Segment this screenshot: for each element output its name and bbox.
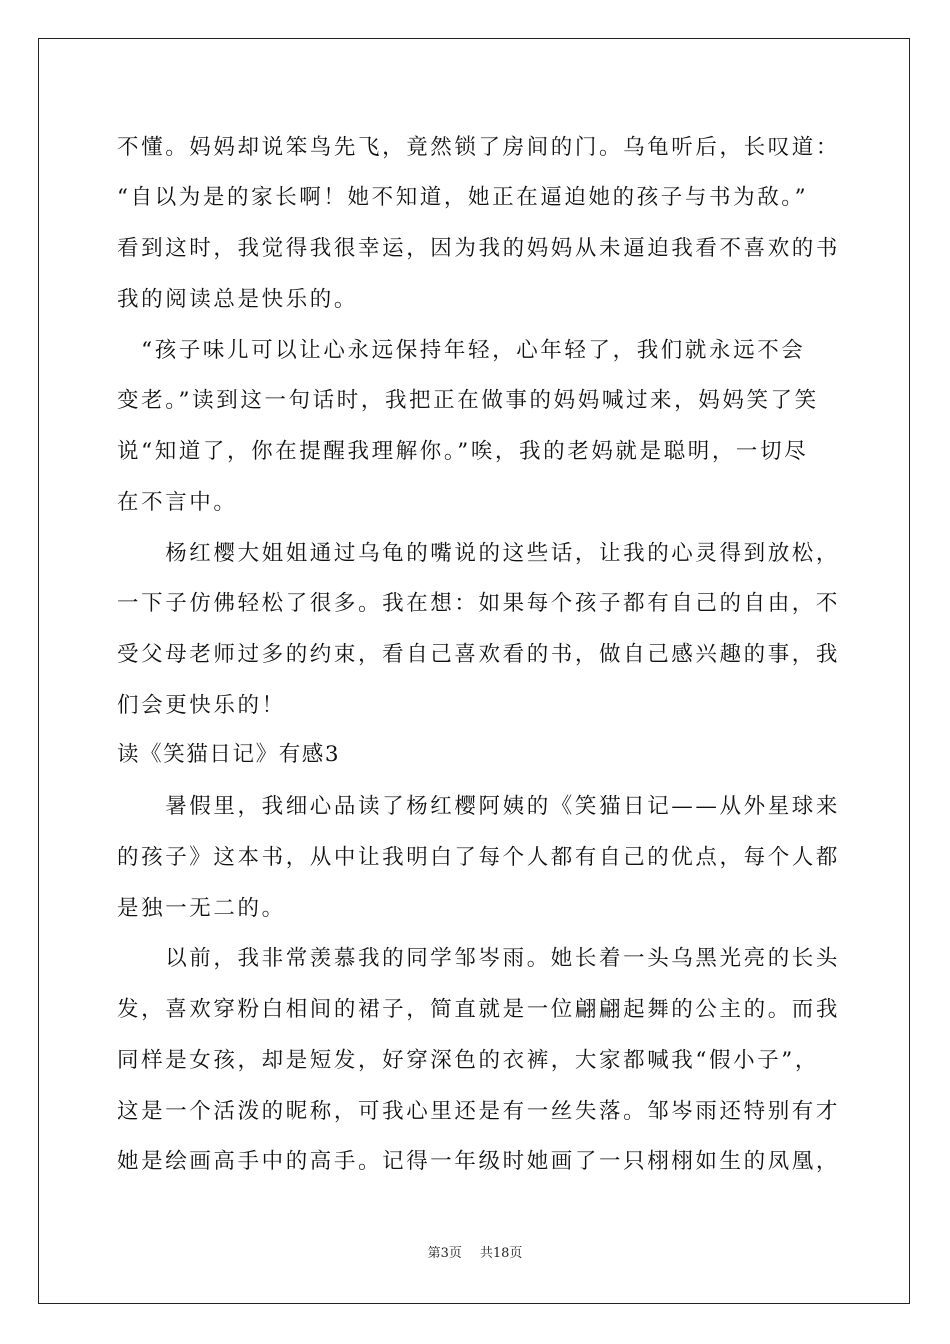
text-line: 看到这时，我觉得我很幸运，因为我的妈妈从未逼迫我看不喜欢的书 (117, 236, 841, 261)
text-line: 一下子仿佛轻松了很多。我在想：如果每个孩子都有自己的自由，不 (117, 591, 841, 616)
text-line: 变老。”读到这一句话时，我把正在做事的妈妈喊过来，妈妈笑了笑 (117, 388, 819, 413)
text-line: 这是一个活泼的昵称，可我心里还是有一丝失落。邹岑雨还特别有才 (117, 1099, 841, 1124)
page-footer (0, 1245, 950, 1263)
page-number: 第3页 (427, 1246, 462, 1261)
text-line: 的孩子》这本书，从中让我明白了每个人都有自己的优点，每个人都 (117, 845, 841, 870)
text-line: 同样是女孩，却是短发，好穿深色的衣裤，大家都喊我“假小子”， (117, 1048, 819, 1073)
text-line: 是独一无二的。 (117, 896, 286, 921)
text-line: 受父母老师过多的约束，看自己喜欢看的书，做自己感兴趣的事，我 (117, 642, 841, 667)
text-line: 不懂。妈妈却说笨鸟先飞，竟然锁了房间的门。乌龟听后，长叹道： (117, 135, 841, 160)
text-line: 暑假里，我细心品读了杨红樱阿姨的《笑猫日记——从外星球来 (117, 794, 841, 819)
text-line: 她是绘画高手中的高手。记得一年级时她画了一只栩栩如生的凤凰， (117, 1149, 841, 1174)
text-line: 们会更快乐的！ (117, 693, 286, 718)
text-line: 杨红樱大姐姐通过乌龟的嘴说的这些话，让我的心灵得到放松， (117, 541, 841, 566)
text-line: 在不言中。 (117, 490, 238, 515)
text-line: “自以为是的家长啊！她不知道，她正在逼迫她的孩子与书为敌。” (117, 185, 809, 210)
text-line: 发，喜欢穿粉白相间的裙子，简直就是一位翩翩起舞的公主的。而我 (117, 997, 841, 1022)
section-heading: 读《笑猫日记》有感3 (117, 742, 341, 767)
text-line: “孩子味儿可以让心永远保持年轻，心年轻了，我们就永远不会 (117, 338, 806, 363)
page-total: 共18页 (479, 1246, 523, 1261)
text-line: 以前，我非常羡慕我的同学邹岑雨。她长着一头乌黑光亮的长头 (117, 946, 841, 971)
text-line: 说“知道了，你在提醒我理解你。”唉，我的老妈就是聪明，一切尽 (117, 439, 809, 464)
text-line: 我的阅读总是快乐的。 (117, 287, 359, 312)
